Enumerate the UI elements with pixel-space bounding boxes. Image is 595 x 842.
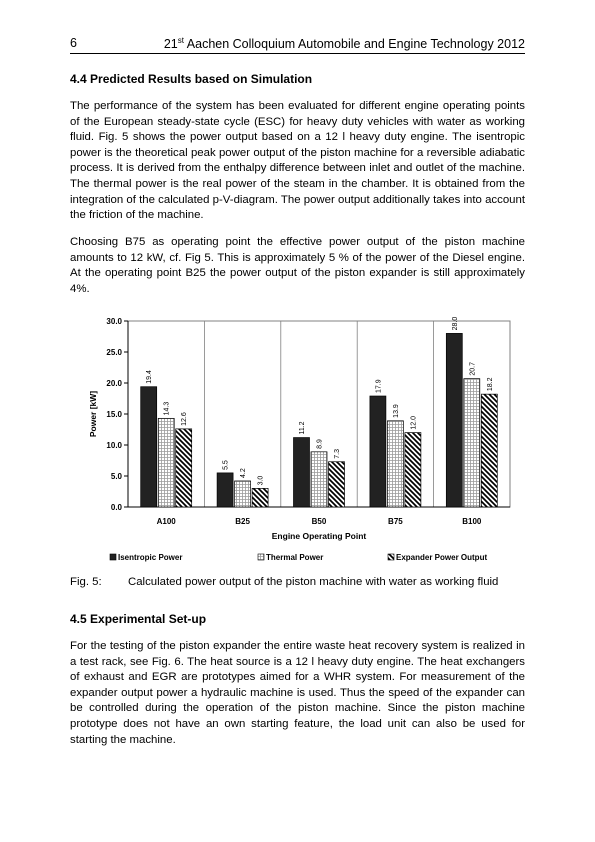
data-label: 7.3: [334, 449, 341, 459]
y-axis-label: Power [kW]: [88, 390, 98, 438]
section-heading-4-4: 4.4 Predicted Results based on Simulation: [70, 72, 313, 86]
bar: [235, 481, 251, 507]
legend-label: Isentropic Power: [118, 553, 183, 562]
bar: [481, 394, 497, 507]
bar: [176, 429, 192, 507]
bar: [217, 473, 233, 507]
y-tick-label: 25.0: [106, 348, 122, 357]
y-tick-label: 0.0: [110, 503, 122, 512]
data-label: 17.9: [375, 379, 383, 394]
y-tick-label: 15.0: [106, 410, 122, 419]
running-title-ordinal: 21: [163, 37, 178, 52]
legend-label: Thermal Power: [266, 553, 324, 562]
x-tick-label: B75: [388, 517, 403, 526]
bar: [294, 438, 310, 507]
body-paragraph-2: Choosing B75 as operating point the effective power output of the piston machine amounts to 12 kW, cf. Fig 5. This is approximately 5 % of the power of the Diesel engine. At the operating point B25 the power output of the piston expander is still approximately 4%.: [70, 236, 525, 295]
bar: [370, 396, 386, 507]
legend-swatch: [110, 554, 116, 560]
figure-5-chart: [70, 300, 525, 580]
figure-number: Fig. 5:: [70, 576, 102, 588]
running-title-suffix: st: [177, 36, 184, 45]
data-label: 8.9: [316, 439, 324, 449]
x-tick-label: B25: [235, 517, 250, 526]
data-label: 4.2: [240, 468, 248, 478]
bar: [141, 387, 157, 507]
data-label: 14.3: [163, 401, 171, 416]
body-paragraph-3: For the testing of the piston expander the entire waste heat recovery system is realized in a test rack, see Fig. 6. The heat source is a 12 l heavy duty engine. The heat exchangers of exhaust and EGR are prototypes aimed for a WHR system. For measurement of the expander output power a hydraulic machine is used. Thus the speed of the expander can be controlled during the operation of the piston machine. Since the piston machine prototype does not have an own starting feature, the load unit can also be used for starting the machine.: [70, 640, 525, 746]
header-rule: [70, 53, 525, 54]
running-title: [164, 36, 525, 51]
data-label: 5.5: [222, 460, 230, 470]
running-title-text: Aachen Colloquium Automobile and Engine Technology 2012: [184, 37, 525, 52]
x-tick-label: B50: [311, 517, 327, 526]
x-axis-label: Engine Operating Point: [271, 531, 367, 541]
data-label: 3.0: [257, 475, 265, 486]
page-number: 6: [70, 36, 77, 50]
y-tick-label: 10.0: [106, 441, 122, 450]
data-label: 28.0: [451, 316, 459, 331]
data-label: 19.4: [146, 370, 154, 384]
bar: [446, 333, 462, 507]
figure-caption-text: Calculated power output of the piston machine with water as working fluid: [128, 576, 499, 588]
y-tick-label: 20.0: [106, 379, 122, 388]
bar: [405, 433, 421, 507]
bar: [387, 421, 403, 507]
figure-caption: [70, 576, 498, 588]
y-tick-label: 30.0: [106, 317, 122, 326]
x-tick-label: B100: [462, 517, 482, 526]
page-header: [70, 36, 525, 56]
bar-chart: [70, 300, 525, 575]
data-label: 13.9: [392, 404, 400, 418]
legend-label: Expander Power Output: [396, 553, 488, 562]
data-label: 12.0: [410, 415, 418, 430]
x-tick-label: A100: [156, 517, 176, 526]
y-tick-label: 5.0: [110, 472, 122, 481]
data-label: 20.7: [469, 362, 477, 376]
data-label: 12.6: [181, 412, 189, 426]
bar: [158, 418, 174, 507]
bar: [464, 379, 480, 507]
bar: [329, 462, 345, 507]
data-label: 11.2: [299, 421, 306, 435]
bar: [311, 452, 327, 507]
legend-swatch: [388, 554, 394, 560]
bar: [252, 488, 268, 507]
body-paragraph-1: The performance of the system has been evaluated for different engine operating points of the European steady-state cycle (ESC) for heavy duty vehicles with water as working fluid. Fig. 5 shows the power output based on a 12 l heavy duty engine. The isentropic power is the theoretical peak power output of the piston machine for a reversible adiabatic process. It is derived from the enthalpy difference between inlet and outlet of the machine. The thermal power is the real power of the steam in the chamber. It is obtained from the integration of the calculated p-V-diagram. The power output additionally takes into account the friction of the machine.: [70, 100, 525, 222]
legend-swatch: [258, 554, 264, 560]
data-label: 18.2: [486, 377, 494, 392]
section-heading-4-5: 4.5 Experimental Set-up: [70, 612, 207, 626]
